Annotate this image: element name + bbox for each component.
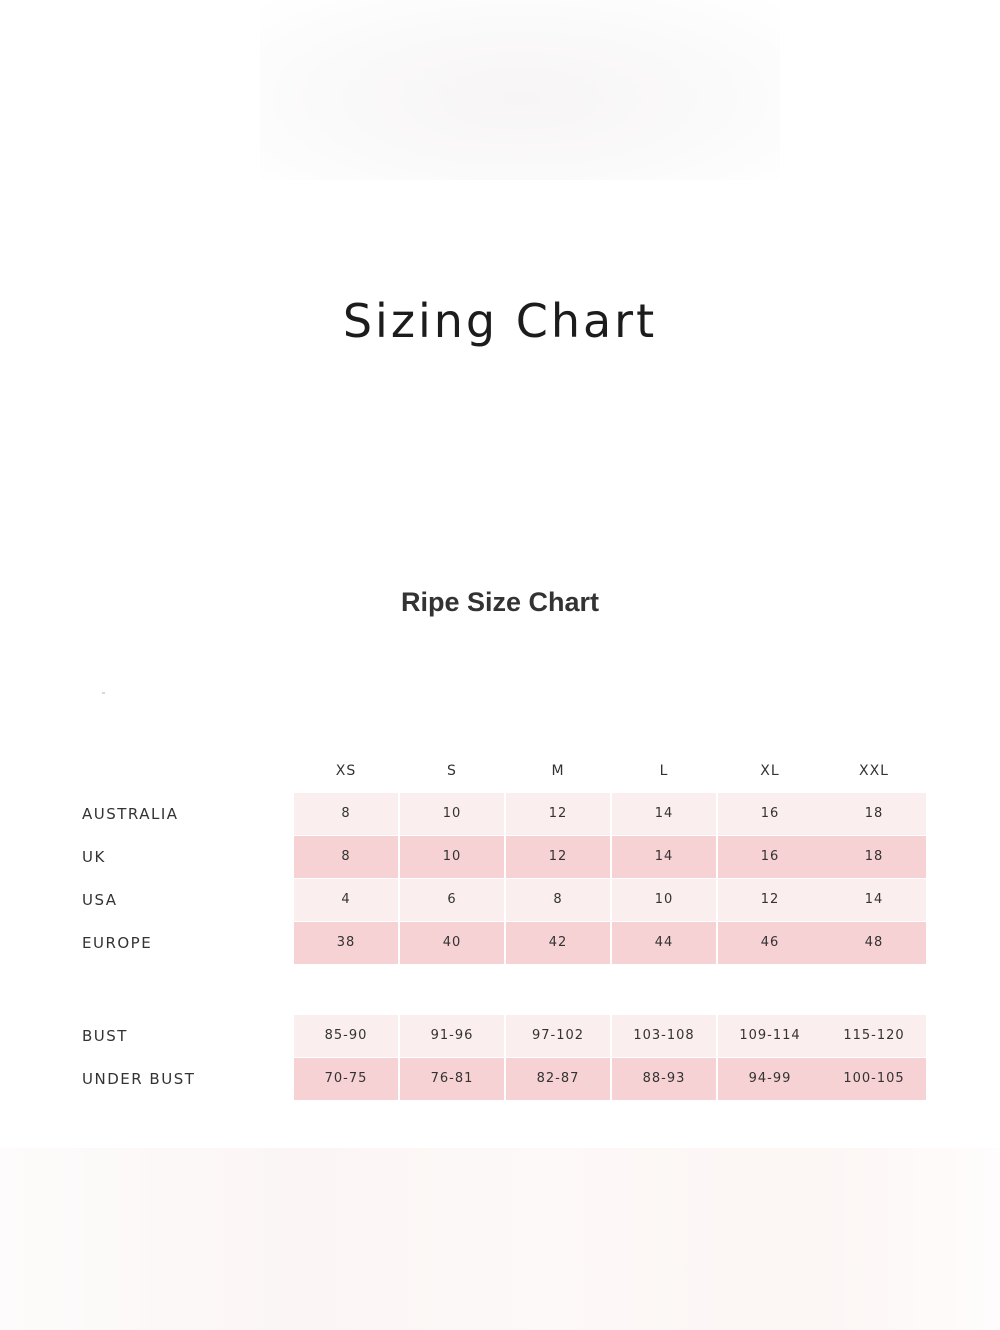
table-cell: 85-90 xyxy=(294,1015,398,1057)
column-header: XXL xyxy=(859,763,889,779)
table-cell: 109-114 xyxy=(718,1015,822,1057)
row-label: USA xyxy=(82,891,118,909)
table-cell: 76-81 xyxy=(400,1058,504,1100)
row-label: UNDER BUST xyxy=(82,1070,196,1088)
table-cell: 18 xyxy=(822,836,926,878)
table-cell: 115-120 xyxy=(822,1015,926,1057)
table-cell: 16 xyxy=(718,836,822,878)
table-cell: 14 xyxy=(822,879,926,921)
column-header: XS xyxy=(335,763,357,779)
row-label: EUROPE xyxy=(82,934,153,952)
top-faded-image xyxy=(260,0,780,180)
table-cell: 82-87 xyxy=(506,1058,610,1100)
table-cell: 8 xyxy=(294,836,398,878)
table-cell: 10 xyxy=(400,836,504,878)
table-cell: 16 xyxy=(718,793,822,835)
table-cell: 4 xyxy=(294,879,398,921)
row-label: UK xyxy=(82,848,106,866)
chart-subtitle: Ripe Size Chart xyxy=(400,587,600,617)
table-cell: 103-108 xyxy=(612,1015,716,1057)
table-cell: 94-99 xyxy=(718,1058,822,1100)
column-header: XL xyxy=(760,763,780,779)
table-cell: 8 xyxy=(294,793,398,835)
table-cell: 42 xyxy=(506,922,610,964)
page-title: Sizing Chart xyxy=(342,294,658,348)
table-cell: 38 xyxy=(294,922,398,964)
table-cell: 6 xyxy=(400,879,504,921)
table-cell: 48 xyxy=(822,922,926,964)
table-cell: 40 xyxy=(400,922,504,964)
table-cell: 18 xyxy=(822,793,926,835)
table-cell: 12 xyxy=(506,836,610,878)
table-cell: 14 xyxy=(612,793,716,835)
table-cell: 10 xyxy=(400,793,504,835)
speck-mark xyxy=(102,692,105,694)
table-cell: 70-75 xyxy=(294,1058,398,1100)
column-header: M xyxy=(551,763,565,779)
table-cell: 44 xyxy=(612,922,716,964)
table-cell: 14 xyxy=(612,836,716,878)
table-cell: 12 xyxy=(718,879,822,921)
table-cell: 8 xyxy=(506,879,610,921)
row-label: BUST xyxy=(82,1027,128,1045)
row-label: AUSTRALIA xyxy=(82,805,179,823)
table-cell: 91-96 xyxy=(400,1015,504,1057)
table-cell: 97-102 xyxy=(506,1015,610,1057)
table-cell: 12 xyxy=(506,793,610,835)
column-header: S xyxy=(447,763,457,779)
table-cell: 46 xyxy=(718,922,822,964)
bottom-faded-image xyxy=(0,1148,1000,1330)
table-cell: 100-105 xyxy=(822,1058,926,1100)
table-cell: 10 xyxy=(612,879,716,921)
table-cell: 88-93 xyxy=(612,1058,716,1100)
column-header: L xyxy=(659,763,669,779)
